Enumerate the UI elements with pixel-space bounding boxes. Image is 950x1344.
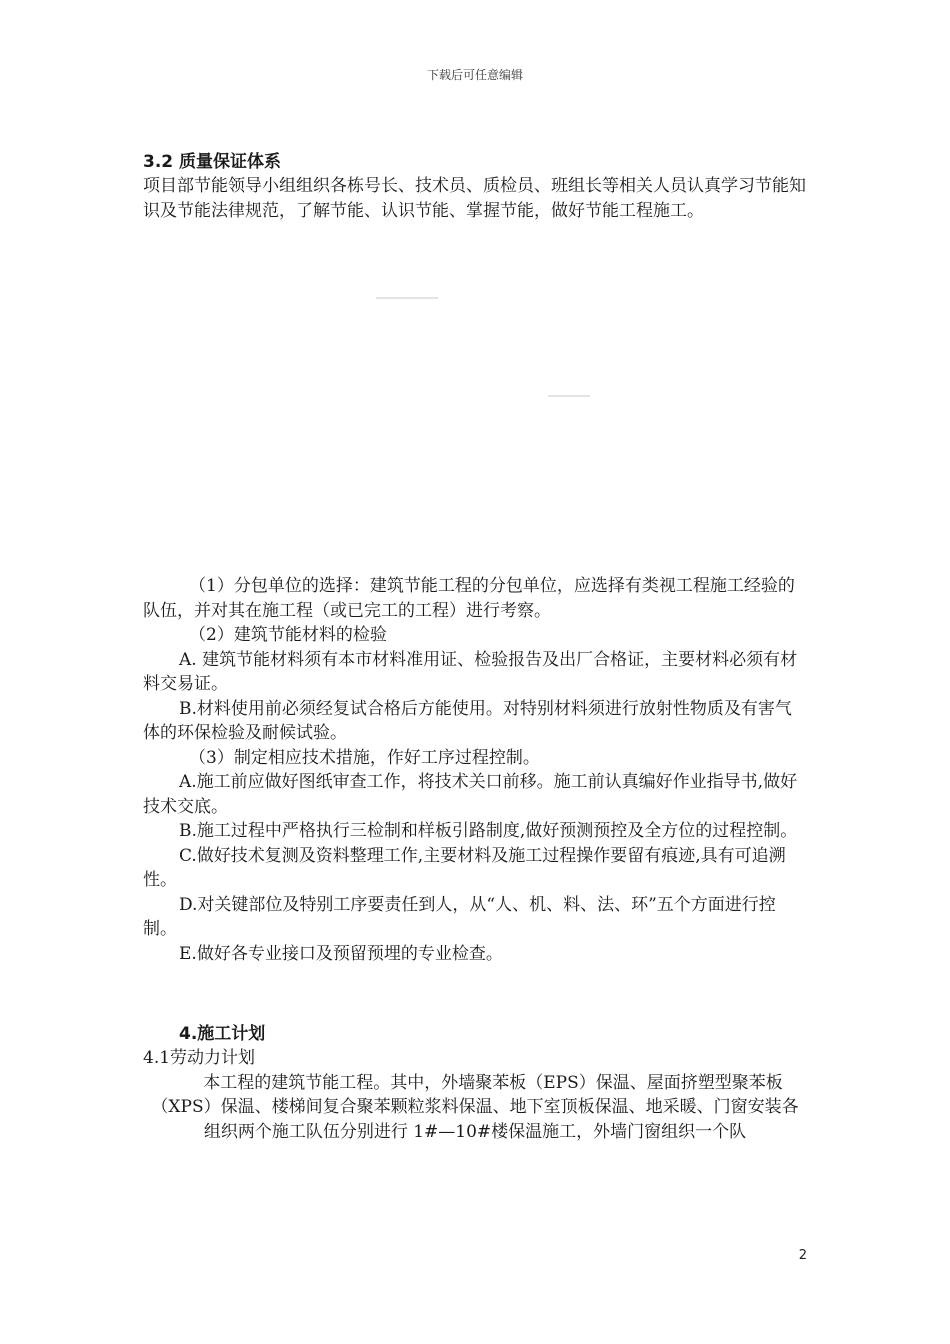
list-item: A. 建筑节能材料须有本市材料准用证、检验报告及出厂合格证，主要材料必须有材料交易证。 bbox=[143, 649, 798, 694]
list-item: B.材料使用前必须经复试合格后方能使用。对特别材料须进行放射性物质及有害气体的环保检验及耐候试验。 bbox=[143, 698, 792, 743]
section-heading: 4.施工计划 bbox=[179, 1024, 266, 1044]
list-item: （1）分包单位的选择：建筑节能工程的分包单位，应选择有类视工程施工经验的队伍，并对其在施工程（或已完工的工程）进行考察。 bbox=[143, 576, 795, 621]
list-item: B.施工过程中严格执行三检制和样板引路制度,做好预测预控及全方位的过程控制。 bbox=[179, 821, 798, 841]
subsection-heading: 4.1劳动力计划 bbox=[143, 1048, 256, 1068]
faded-diagram-remnant bbox=[376, 297, 438, 299]
list-item: （2）建筑节能材料的检验 bbox=[189, 625, 387, 645]
section-3-2 bbox=[143, 150, 807, 223]
quality-items bbox=[143, 574, 807, 966]
list-item: （3）制定相应技术措施，作好工序过程控制。 bbox=[189, 747, 540, 768]
body-paragraph: 本工程的建筑节能工程。其中，外墙聚苯板（EPS）保温、屋面挤塑型聚苯板（XPS）保温、楼梯间复合聚苯颗粒浆料保温、地下室顶板保温、地采暖、门窗安装各组织两个施工队伍分别进行 1#—10#楼保温施工，外墙门窗组织一个队 bbox=[151, 1072, 799, 1142]
list-item: A.施工前应做好图纸审查工作，将技术关口前移。施工前认真编好作业指导书,做好技术交底。 bbox=[143, 772, 798, 817]
faded-diagram-remnant bbox=[548, 395, 590, 397]
page-number: 2 bbox=[798, 1248, 807, 1263]
list-item: E.做好各专业接口及预留预埋的专业检查。 bbox=[179, 943, 503, 964]
page-header: 下载后可任意编辑 bbox=[426, 68, 523, 82]
section-heading: 3.2 质量保证体系 bbox=[143, 152, 282, 172]
body-paragraph: 项目部节能领导小组组织各栋号长、技术员、质检员、班组长等相关人员认真学习节能知识及节能法律规范，了解节能、认识节能、掌握节能，做好节能工程施工。 bbox=[143, 176, 806, 221]
list-item: D.对关键部位及特别工序要责任到人，从“人、机、料、法、环”五个方面进行控制。 bbox=[143, 894, 776, 939]
section-4 bbox=[143, 1022, 807, 1144]
list-item: C.做好技术复测及资料整理工作,主要材料及施工过程操作要留有痕迹,具有可追溯性。 bbox=[143, 845, 786, 890]
